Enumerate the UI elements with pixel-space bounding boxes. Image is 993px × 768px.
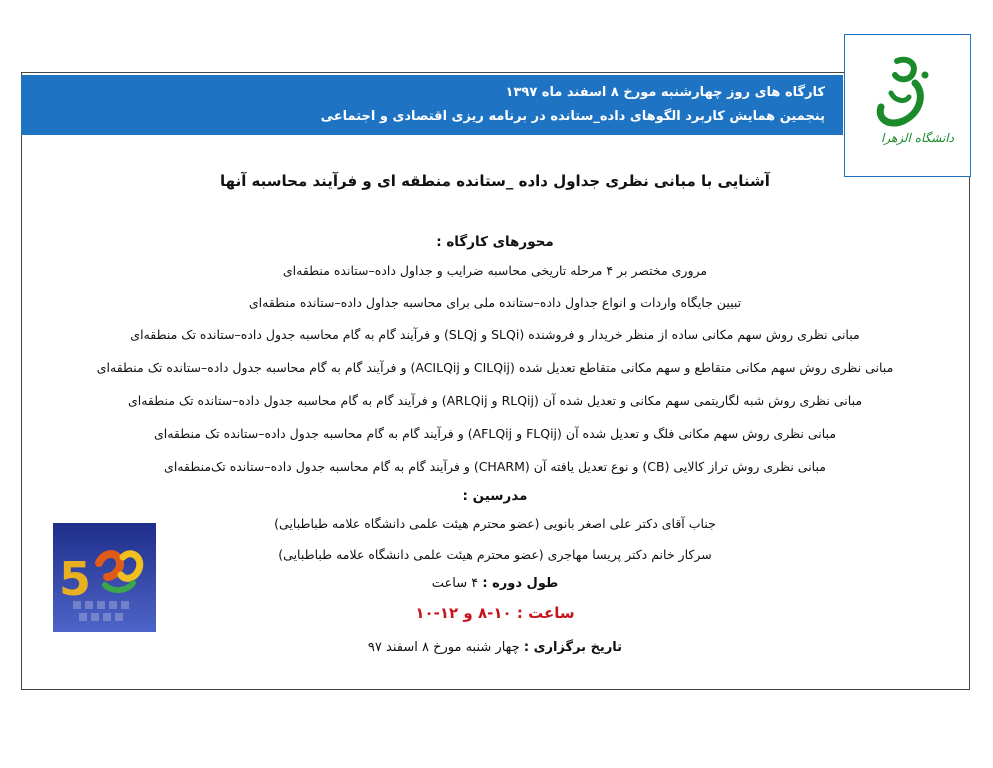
- axis-item: مبانی نظری روش سهم مکانی متقاطع و سهم مکانی متقاطع تعدیل شده (CILQij و ACILQij) و فرآیند گام به گام محاسبه جدول داده–ستانده تک منطقه‌ای: [96, 360, 894, 375]
- banner-line-date: کارگاه های روز چهارشنبه مورخ ۸ اسفند ماه ۱۳۹۷: [505, 85, 825, 100]
- axis-item: مبانی نظری روش شبه لگاریتمی سهم مکانی و تعدیل شده آن (RLQij و ARLQij) و فرآیند گام به گام محاسبه جدول داده–ستانده تک منطقه‌ای: [127, 393, 863, 408]
- duration-row: [30, 576, 960, 591]
- axis-item: مبانی نظری روش سهم مکانی فلگ و تعدیل شده آن (FLQij و AFLQij) و فرآیند گام به گام محاسبه جدول داده–ستانده تک منطقه‌ای: [153, 426, 837, 441]
- conference-emblem-icon: [53, 523, 156, 632]
- axes-heading: محورهای کارگاه :: [436, 234, 554, 250]
- logo-caption: دانشگاه الزهرا: [880, 131, 954, 145]
- teachers-heading: مدرسین :: [462, 488, 528, 504]
- teacher-item: سرکار خانم دکتر پریسا مهاجری (عضو محترم هیئت علمی دانشگاه علامه طباطبایی): [278, 547, 712, 562]
- university-logo: [844, 34, 971, 177]
- date-value: چهار شنبه مورخ ۸ اسفند ۹۷: [367, 640, 520, 655]
- banner-line-conference: پنجمین همایش کاربرد الگوهای داده_ستانده در برنامه ریزی اقتصادی و اجتماعی: [320, 109, 825, 124]
- axis-item: مروری مختصر بر ۴ مرحله تاریخی محاسبه ضرایب و جداول داده–ستانده منطقه‌ای: [282, 263, 708, 278]
- session-time: ساعت : ۱۰-۸ و ۱۲-۱۰: [415, 604, 575, 622]
- workshop-title: آشنایی با مبانی نظری جداول داده _ستانده منطقه ای و فرآیند محاسبه آنها: [220, 172, 770, 190]
- emblem-number: 5: [59, 552, 92, 606]
- axis-item: مبانی نظری روش سهم مکانی ساده از منظر خریدار و فروشنده (SLQi و SLQj) و فرآیند گام به گام محاسبه جدول داده–ستانده تک منطقه‌ای: [130, 327, 860, 342]
- teacher-item: جناب آقای دکتر علی اصغر بانویی (عضو محترم هیئت علمی دانشگاه علامه طباطبایی): [274, 516, 716, 531]
- duration-value: ۴ ساعت: [431, 576, 479, 591]
- date-label: تاریخ برگزاری :: [523, 640, 623, 655]
- header-banner: [21, 75, 843, 135]
- date-row: [30, 640, 960, 655]
- axis-item: مبانی نظری روش تراز کالایی (CB) و نوع تعدیل یافته آن (CHARM) و فرآیند گام به گام محاسبه جدول داده–ستانده تک‌منطقه‌ای: [164, 459, 826, 474]
- alzahra-university-logo-icon: [855, 53, 955, 143]
- duration-label: طول دوره :: [482, 576, 559, 591]
- axis-item: تبیین جایگاه واردات و انواع جداول داده–ستانده ملی برای محاسبه جداول داده–ستانده منطقه‌ای: [248, 295, 742, 310]
- page-frame: [21, 72, 970, 690]
